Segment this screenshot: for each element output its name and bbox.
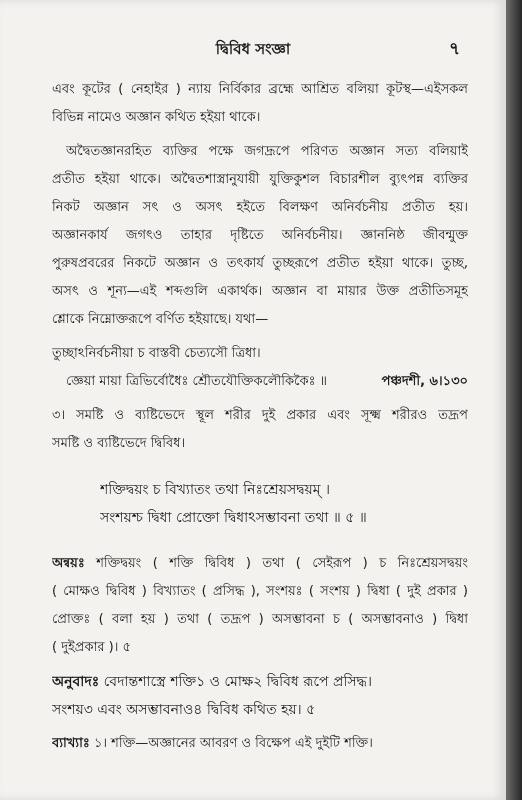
para1-line2: বিভিন্ন নামেও অজ্ঞান কথিত হইয়া থাকে। xyxy=(52,110,261,125)
anvaya-line4: ( দুইপ্রকার )। ৫ xyxy=(52,640,131,655)
anvaya-block xyxy=(52,550,468,662)
commentary-label: ব্যাখ্যাঃ xyxy=(52,736,90,751)
para2-line: শ্লোকে নিম্নোক্তরূপে বর্ণিত হইয়াছে। যথা— xyxy=(52,312,269,327)
page-edge-shadow xyxy=(506,0,522,800)
verse-line1: শক্তিদ্বয়ং চ বিখ্যাতং তথা নিঃশ্রেয়সদ্বয়ম্ । xyxy=(100,482,331,498)
para2 xyxy=(52,138,468,334)
page-header xyxy=(0,38,506,64)
anvaya-line2: ( মোক্ষও দ্বিবিধ ) বিখ্যাতং ( প্রসিদ্ধ ), সংশয়ঃ ( সংশয় ) দ্বিধা ( দুই প্রকার ) xyxy=(52,584,468,599)
commentary-block xyxy=(52,730,468,758)
quote-line1: তুচ্ছাঽনির্বচনীয়া চ বাস্তবী চেত্যসৌ ত্রিধা। xyxy=(52,346,261,361)
verse-block xyxy=(52,476,468,532)
quote-line2: জ্ঞেয়া মায়া ত্রিভির্বোধৈঃ শ্রৌতযৌক্তিকলৌকিকৈঃ ॥ xyxy=(66,374,328,389)
anvaya-line1: শক্তিদ্বয়ং ( শক্তি দ্বিবিধ ) তথা ( সেইরূপ ) চ নিঃশ্রেয়সদ্বয়ং xyxy=(96,556,468,571)
para1-line1: এবং কূটের ( নেহাইর ) ন্যায় নির্বিকার ব্রহ্মে আশ্রিত বলিয়া কূটস্থ—এইসকল xyxy=(52,82,468,97)
quote-source: পঞ্চদশী, ৬।১৩০ xyxy=(381,374,468,389)
anvaya-label: অন্বয়ঃ xyxy=(52,556,85,571)
verse-line2: সংশয়শ্চ দ্বিধা প্রোক্তো দ্বিধাঽসম্ভাবনা তথা ॥ ৫ ॥ xyxy=(100,510,367,526)
translation-block xyxy=(52,668,468,724)
translation-label: অনুবাদঃ xyxy=(52,674,100,690)
page-body xyxy=(52,76,468,758)
translation-line2: সংশয়৩ এবং অসম্ভাবনাও৪ দ্বিবিধ কথিত হয়। ৫ xyxy=(52,702,316,718)
para3-line1: ৩। সমষ্টি ও ব্যষ্টিভেদে স্থূল শরীর দুই প্রকার এবং সূক্ষ্ম শরীরও তদ্রূপ xyxy=(52,408,468,423)
anvaya-line3: প্রোক্তঃ ( বলা হয় ) তথা ( তদ্রূপ ) অসম্ভাবনা চ ( অসম্ভাবনাও ) দ্বিধা xyxy=(52,612,468,627)
para3-line2: সমষ্টি ও ব্যষ্টিভেদে দ্বিবিধ। xyxy=(52,436,186,451)
para2-line: অদ্বৈতজ্ঞানরহিত ব্যক্তির পক্ষে জগদ্রূপে পরিণত অজ্ঞান সত্য বলিয়াই xyxy=(66,144,468,159)
quote-block xyxy=(52,340,468,396)
para2-line: নিকট অজ্ঞান সৎ ও অসৎ হইতে বিলক্ষণ অনির্বচনীয় প্রতীত হয়। xyxy=(52,200,468,215)
translation-line1: বেদান্তশাস্ত্রে শক্তি১ ও মোক্ষ২ দ্বিবিধ রূপে প্রসিদ্ধ। xyxy=(103,674,372,690)
commentary-line1: ১। শক্তি—অজ্ঞানের আবরণ ও বিক্ষেপ এই দুইটি শক্তি। xyxy=(93,736,373,751)
para2-line: অসৎ ও শূন্য—এই শব্দগুলি একার্থক। অজ্ঞান বা মায়ার উক্ত প্রতীতিসমূহ xyxy=(52,284,468,299)
page-number: ৭ xyxy=(448,39,460,59)
running-head: দ্বিবিধ সংজ্ঞা xyxy=(215,40,291,58)
para2-line: প্রতীত হইয়া থাকে। অদ্বৈতশাস্ত্রানুযায়ী যুক্তিকুশল বিচারশীল ব্যুৎপন্ন ব্যক্তির xyxy=(52,172,468,187)
para2-line: অজ্ঞানকার্য জগৎও তাহার দৃষ্টিতে অনির্বচনীয়। জ্ঞাননিষ্ঠ জীবন্মুক্ত xyxy=(52,228,468,243)
para2-line: পুরুষপ্রবরের নিকটে অজ্ঞান ও তৎকার্য তুচ্ছরূপে প্রতীত হইয়া থাকে। তুচ্ছ, xyxy=(52,256,468,271)
